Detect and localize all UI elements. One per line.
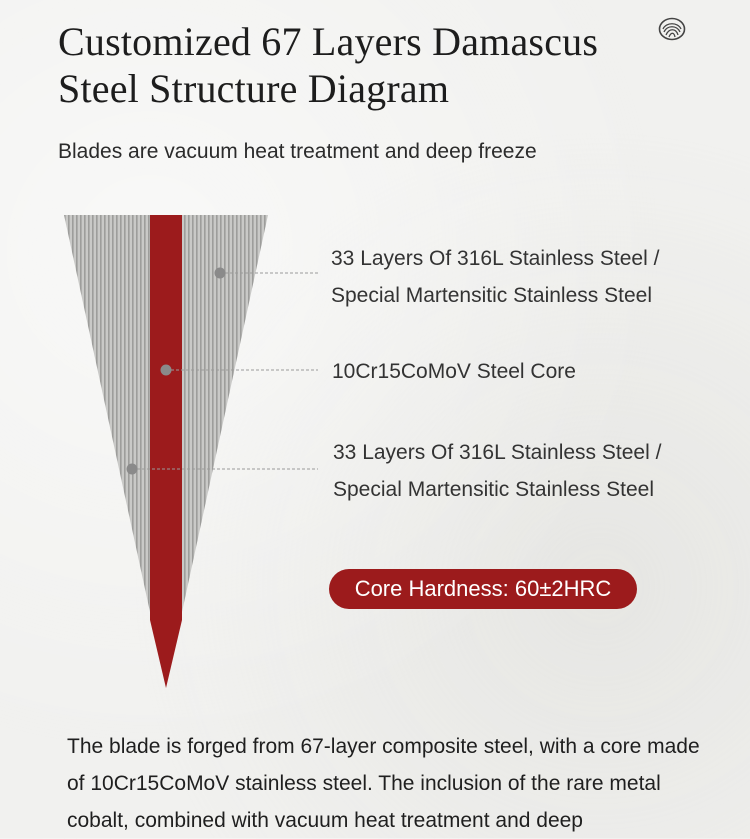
label-steel-core <box>332 353 576 390</box>
core-hardness-badge: Core Hardness: 60±2HRC <box>329 569 637 609</box>
label-steel-core-text: 10Cr15CoMoV Steel Core <box>332 360 576 383</box>
label-outer-layers-top-line2: Special Martensitic Stainless Steel <box>331 284 652 307</box>
description-paragraph: The blade is forged from 67-layer composite steel, with a core made of 10Cr15CoMoV stainless steel. The inclusion of the rare metal cobalt, combined with vacuum heat treatment and deep <box>67 735 700 832</box>
page-subtitle: Blades are vacuum heat treatment and deep freeze <box>58 140 537 163</box>
label-outer-layers-top <box>331 240 659 314</box>
label-outer-layers-top-line1: 33 Layers Of 316L Stainless Steel / <box>331 247 660 270</box>
leader-dot-bottom <box>127 464 138 475</box>
steel-core <box>150 215 182 688</box>
label-outer-layers-bottom <box>333 434 661 508</box>
label-outer-layers-bottom-line2: Special Martensitic Stainless Steel <box>333 478 654 501</box>
cladding-layers-left <box>64 215 150 612</box>
label-outer-layers-bottom-line1: 33 Layers Of 316L Stainless Steel / <box>333 441 662 464</box>
leader-dot-top <box>215 268 226 279</box>
leader-dot-core <box>161 365 172 376</box>
page-title: Customized 67 Layers Damascus Steel Structure Diagram <box>58 19 599 111</box>
